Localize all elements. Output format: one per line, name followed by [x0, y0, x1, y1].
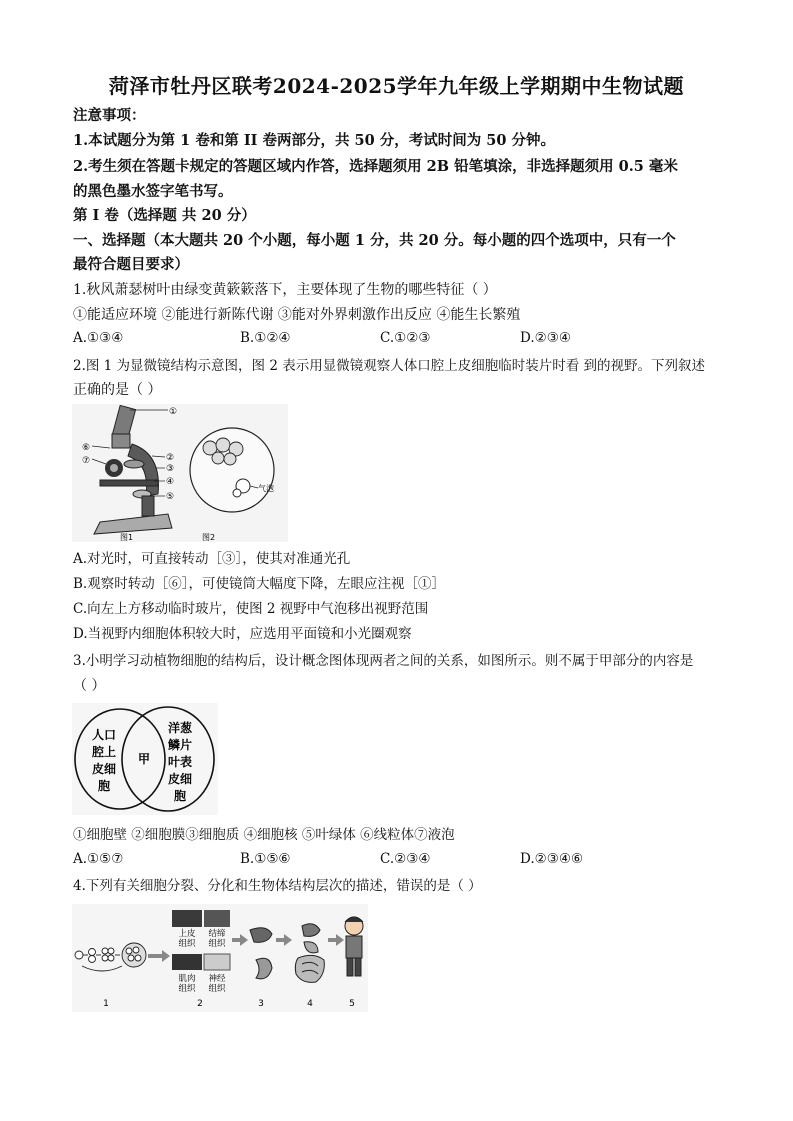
- q3-stem-cont: （ ）: [73, 678, 106, 694]
- marker-1: ①: [169, 407, 178, 417]
- venn-diagram: [72, 703, 218, 815]
- notice-item-1: 1.本试题分为第 1 卷和第 II 卷两部分，共 50 分，考试时间为 50 分钟。: [73, 132, 556, 149]
- left-text-4: 胞: [97, 779, 111, 793]
- marker-2: ②: [166, 453, 175, 463]
- tissue-label-1: 上皮: [178, 929, 196, 939]
- q3-option-c[interactable]: C.②③④: [380, 851, 431, 867]
- marker-4: ④: [166, 477, 175, 487]
- muscle-tissue-image: [172, 954, 202, 970]
- marker-7: ⑦: [82, 456, 91, 466]
- tissue-label-8: 组织: [208, 984, 226, 994]
- field-of-view: [190, 428, 274, 512]
- q2-option-c[interactable]: C.向左上方移动临时玻片，使图 2 视野中气泡移出视野范围: [73, 601, 429, 617]
- section-heading-cont: 最符合题目要求）: [73, 256, 189, 273]
- left-text-3: 皮细: [91, 762, 117, 776]
- tissue-label-4: 组织: [208, 939, 226, 949]
- q3-option-a[interactable]: A.①⑤⑦: [73, 851, 124, 867]
- step-number-1: 1: [103, 999, 109, 1009]
- microscope-figure: [72, 404, 288, 542]
- right-text-1: 洋葱: [167, 721, 193, 735]
- step-number-2: 2: [197, 999, 203, 1009]
- tissue-label-7: 神经: [208, 974, 226, 984]
- right-text-4: 皮细: [167, 772, 193, 786]
- q1-statements: ①能适应环境 ②能进行新陈代谢 ③能对外界刺激作出反应 ④能生长繁殖: [73, 307, 521, 323]
- fig2-label: 图2: [202, 533, 216, 542]
- tissue-label-6: 组织: [178, 984, 196, 994]
- step-number-5: 5: [349, 999, 355, 1009]
- q1-stem: 1.秋风萧瑟树叶由绿变黄簌簌落下，主要体现了生物的哪些特征（ ）: [73, 282, 497, 298]
- bubble-label: 气泡: [258, 484, 274, 493]
- q3-stem: 3.小明学习动植物细胞的结构后，设计概念图体现两者之间的关系，如图所示。则不属于甲部分的内容是: [73, 653, 694, 669]
- q1-option-b[interactable]: B.①②④: [240, 330, 291, 346]
- right-text-3: 叶表: [167, 755, 193, 769]
- step-number-4: 4: [307, 999, 313, 1009]
- nerve-tissue-image: [204, 954, 230, 970]
- tissue-label-5: 肌肉: [178, 974, 196, 984]
- notice-item-2-cont: 的黑色墨水签字笔书写。: [73, 183, 233, 200]
- right-text-5: 胞: [173, 789, 187, 803]
- section-heading: 一、选择题（本大题共 20 个小题，每小题 1 分，共 20 分。每小题的四个选项中，只有一个: [73, 232, 676, 249]
- right-text-2: 鳞片: [167, 738, 193, 752]
- epithelial-tissue-image: [172, 910, 202, 927]
- q3-statements: ①细胞壁 ②细胞膜③细胞质 ④细胞核 ⑤叶绿体 ⑥线粒体⑦液泡: [73, 827, 455, 843]
- q1-option-a[interactable]: A.①③④: [73, 330, 124, 346]
- part1-heading: 第 I 卷（选择题 共 20 分）: [73, 207, 256, 224]
- marker-3: ③: [166, 464, 175, 474]
- q2-stem-cont: 正确的是（ ）: [73, 382, 162, 398]
- marker-5: ⑤: [166, 492, 175, 502]
- q2-option-d[interactable]: D.当视野内细胞体积较大时，应选用平面镜和小光圈观察: [73, 626, 412, 642]
- q2-option-b[interactable]: B.观察时转动［⑥］，可使镜筒大幅度下降，左眼应注视［①］: [73, 576, 445, 592]
- q3-option-b[interactable]: B.①⑤⑥: [240, 851, 291, 867]
- page-title: 菏泽市牡丹区联考2024-2025学年九年级上学期期中生物试题: [108, 74, 685, 98]
- tissue-label-2: 组织: [178, 939, 196, 949]
- marker-6: ⑥: [82, 443, 91, 453]
- notice-item-2: 2.考生须在答题卡规定的答题区域内作答，选择题须用 2B 铅笔填涂，非选择题须用 0.5 毫米: [73, 158, 678, 175]
- q1-option-c[interactable]: C.①②③: [380, 330, 431, 346]
- q3-option-d[interactable]: D.②③④⑥: [520, 851, 584, 867]
- left-text-2: 腔上: [91, 745, 117, 759]
- connective-tissue-image: [204, 910, 230, 927]
- left-text-1: 人口: [91, 728, 117, 742]
- notice-heading: 注意事项：: [73, 107, 146, 124]
- q2-option-a[interactable]: A.对光时，可直接转动［③］，使其对准通光孔: [73, 551, 351, 567]
- fig1-label: 图1: [120, 533, 134, 542]
- q1-option-d[interactable]: D.②③④: [520, 330, 571, 346]
- step-number-3: 3: [258, 999, 264, 1009]
- structure-levels-figure: [72, 904, 368, 1012]
- q2-stem: 2.图 1 为显微镜结构示意图，图 2 表示用显微镜观察人体口腔上皮细胞临时装片时看 到的视野。下列叙述: [73, 358, 706, 374]
- q4-stem: 4.下列有关细胞分裂、分化和生物体结构层次的描述，错误的是（ ）: [73, 878, 482, 894]
- tissue-label-3: 结缔: [208, 929, 226, 939]
- center-text: 甲: [137, 752, 151, 766]
